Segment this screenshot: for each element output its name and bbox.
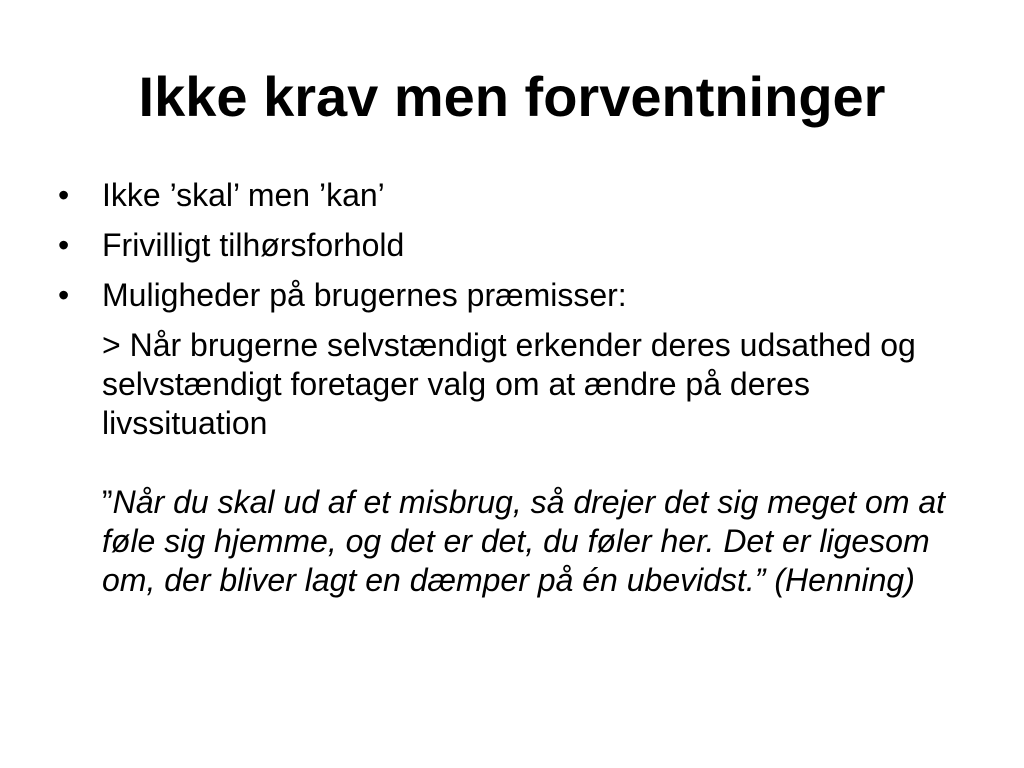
- sub-content: [102, 326, 947, 600]
- bullet-item: [56, 276, 956, 315]
- slide-title: Ikke krav men forventninger: [138, 65, 886, 128]
- quote-paragraph: [102, 483, 947, 600]
- bullet-item: [56, 226, 956, 265]
- quote-text: Når du skal ud af et misbrug, så drejer det sig meget om at føle sig hjemme, og det er det, du føler her. Det er ligesom om, der bliver lagt en dæmper på én ubevidst.” (Henning): [102, 484, 946, 598]
- bullet-icon: •: [58, 277, 70, 313]
- bullet-item: [56, 176, 956, 215]
- bullet-icon: •: [58, 177, 70, 213]
- bullet-icon: •: [58, 227, 70, 263]
- sub-paragraph: > Når brugerne selvstændigt erkender deres udsathed og selvstændigt foretager valg om at ændre på deres livssituation: [102, 327, 916, 441]
- quote-open-mark: ”: [102, 484, 113, 520]
- bullet-list: [56, 176, 956, 315]
- bullet-text: Frivilligt tilhørsforhold: [102, 227, 405, 263]
- slide-body: [56, 176, 956, 600]
- bullet-text: Muligheder på brugernes præmisser:: [102, 277, 627, 313]
- bullet-text: Ikke ’skal’ men ’kan’: [102, 177, 385, 213]
